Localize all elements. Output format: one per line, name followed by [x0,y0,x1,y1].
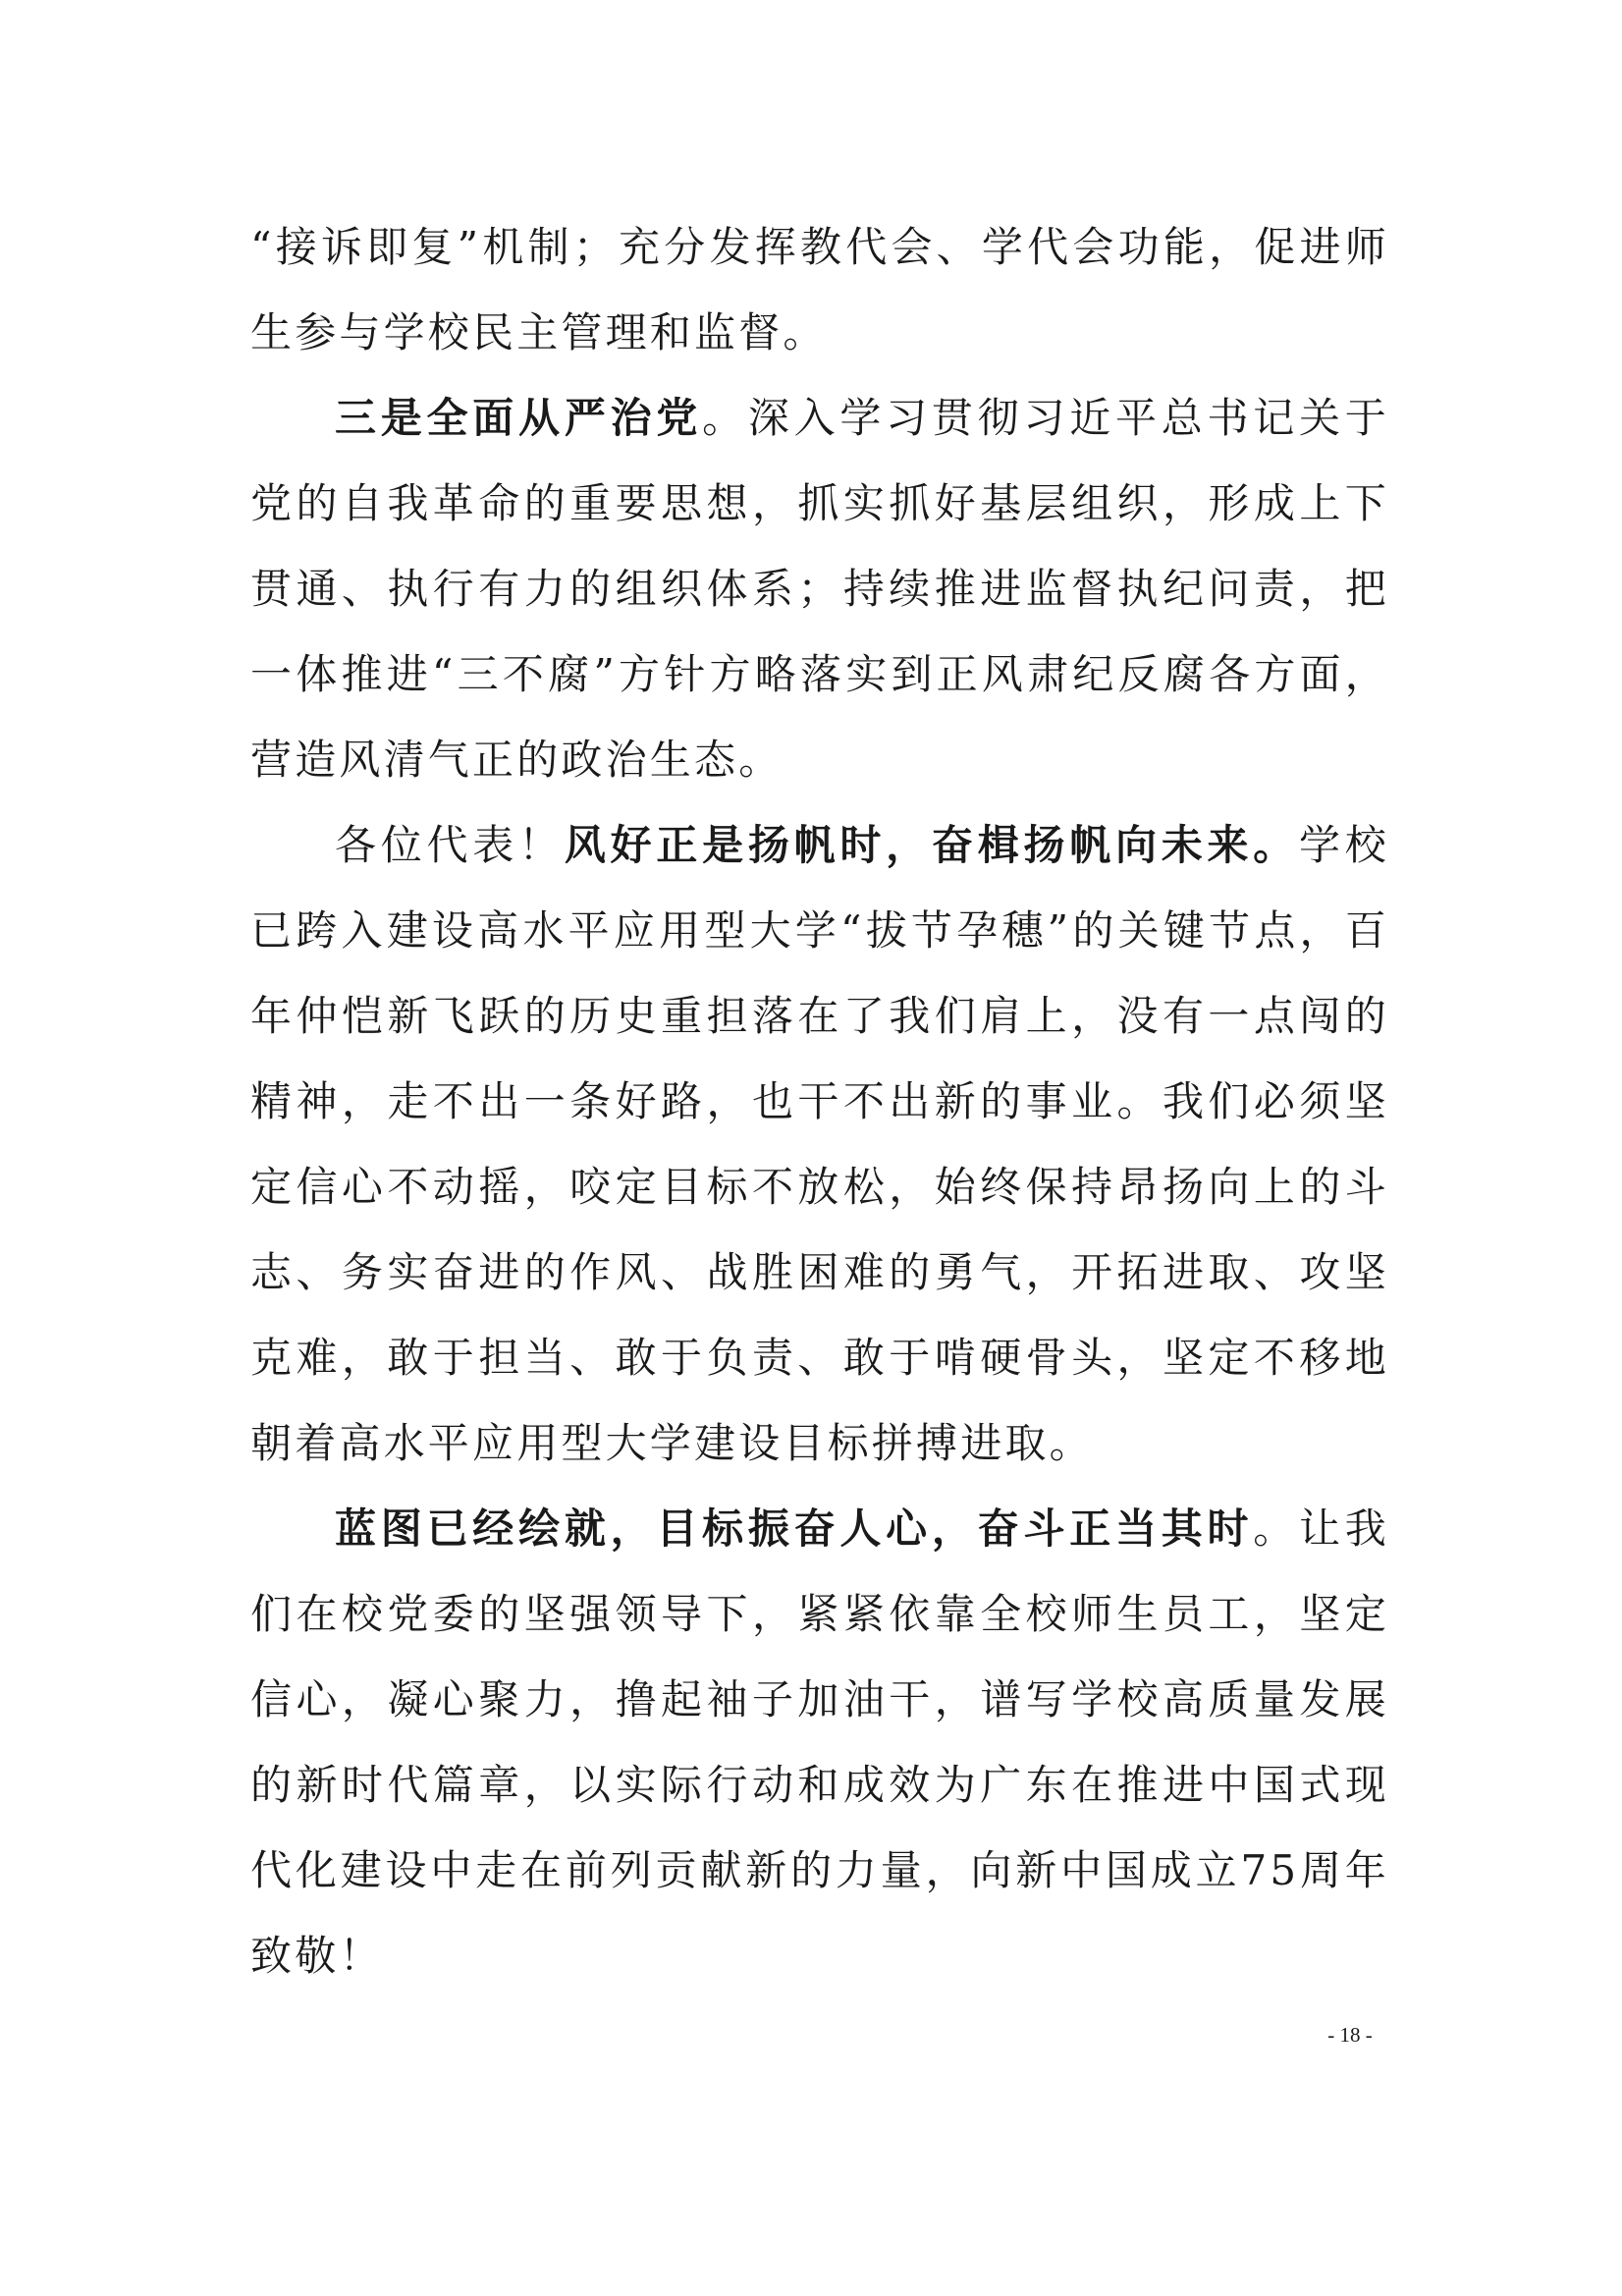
document-body [250,204,1389,1998]
paragraph-2-heading: 三是全面从严治党 [335,394,703,442]
paragraph-3-slogan: 风好正是扬帆时，奋楫扬帆向未来。 [564,821,1300,869]
paragraph-3 [250,802,1389,1486]
paragraph-2-text: 。深入学习贯彻习近平总书记关于党的自我革命的重要思想，抓实抓好基层组织，形成上下贯通、执行有力的组织体系；持续推进监督执纪问责，把一体推进“三不腐”方针方略落实到正风肃纪反腐各方面，营造风清气正的政治生态。 [250,394,1389,784]
paragraph-4 [250,1486,1389,1998]
paragraph-1-text: “接诉即复”机制；充分发挥教代会、学代会功能，促进师生参与学校民主管理和监督。 [250,223,1389,356]
paragraph-3-text: 学校已跨入建设高水平应用型大学“拔节孕穗”的关键节点，百年仲恺新飞跃的历史重担落在了我们肩上，没有一点闯的精神，走不出一条好路，也干不出新的事业。我们必须坚定信心不动摇，咬定目标不放松，始终保持昂扬向上的斗志、务实奋进的作风、战胜困难的勇气，开拓进取、攻坚克难，敢于担当、敢于负责、敢于啃硬骨头，坚定不移地朝着高水平应用型大学建设目标拼搏进取。 [250,821,1389,1467]
paragraph-2 [250,375,1389,802]
page-number: - 18 - [1327,2023,1373,2047]
paragraph-4-text: 。让我们在校党委的坚强领导下，紧紧依靠全校师生员工，坚定信心，凝心聚力，撸起袖子加油干，谱写学校高质量发展的新时代篇章，以实际行动和成效为广东在推进中国式现代化建设中走在前列贡献新的力量，向新中国成立75周年致敬！ [250,1504,1389,1980]
paragraph-4-slogan: 蓝图已经绘就，目标振奋人心，奋斗正当其时 [335,1504,1254,1553]
paragraph-1 [250,204,1389,375]
paragraph-3-greeting: 各位代表！ [335,821,565,869]
